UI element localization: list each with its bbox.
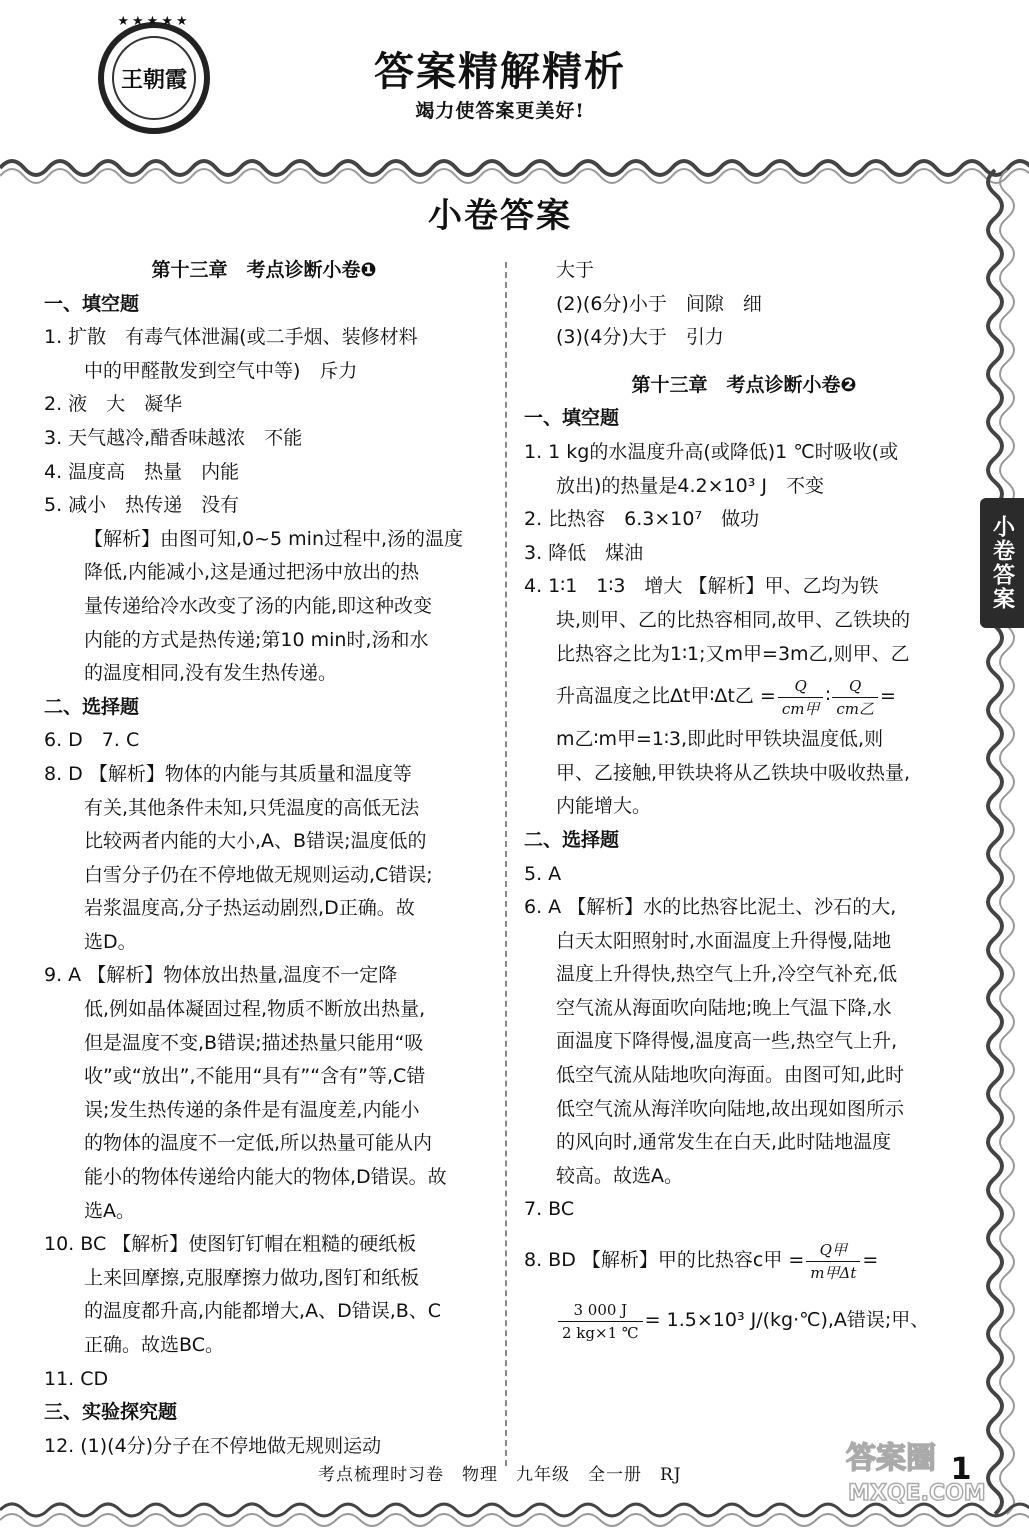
answer-line: 2. 液 大 凝华: [44, 393, 183, 416]
formula-specific-heat: 8. BD 【解析】甲的比热容c甲 = $\frac{\text{Q甲}}{\text{m甲Δt}}$ =: [524, 1240, 879, 1282]
answer-line: 的温度相同,没有发生热传递。: [84, 662, 338, 685]
section-heading: 二、选择题: [44, 695, 140, 718]
answer-line: 6. D 7. C: [44, 729, 140, 752]
section-heading: 一、填空题: [524, 407, 620, 430]
answer-line: 选A。: [84, 1199, 135, 1222]
answer-line: 的风向时,通常发生在白天,此时陆地温度: [556, 1131, 892, 1154]
fraction-q-over-m-dt: $\frac{\text{Q甲}}{\text{m甲Δt}}$: [806, 1239, 860, 1284]
answer-line: 量传递给冷水改变了汤的内能,即这种改变: [84, 594, 433, 617]
answer-line: 的物体的温度不一定低,所以热量可能从内: [84, 1132, 433, 1155]
logo-text: 王朝霞: [112, 36, 196, 120]
watermark-logo: [842, 1432, 986, 1508]
right-continued-lines: [524, 254, 964, 355]
fraction-3000j: $\frac{3 000 J}{2 kg\times 1 ℃}$: [558, 1299, 643, 1344]
chapter-heading: 第十三章 考点诊断小卷❶: [151, 259, 377, 281]
answer-line: 甲、乙接触,甲铁块将从乙铁块中吸收热量,: [556, 761, 911, 784]
section-heading: 一、填空题: [44, 292, 140, 315]
answer-line: 放出)的热量是4.2×10³ J 不变: [556, 474, 824, 497]
answer-line: 内能增大。: [556, 795, 652, 818]
answer-line: 比较两者内能的大小,A、B错误;温度低的: [84, 830, 427, 853]
answer-line: 6. A 【解析】水的比热容比泥土、沙石的大,: [524, 896, 897, 919]
answer-line: 大于: [556, 259, 595, 281]
publisher-logo: [98, 14, 210, 134]
answer-line: (2)(6分)小于 间隙 细: [556, 292, 762, 315]
answer-line: 10. BC 【解析】使图钉钉帽在粗糙的硬纸板: [44, 1233, 417, 1256]
answer-line: 比热容之比为1∶1;又m甲=3m乙,则甲、乙: [556, 642, 910, 665]
right-answer-lines-b: [524, 723, 964, 1227]
answer-line: 能小的物体传递给内能大的物体,D错误。故: [84, 1166, 447, 1189]
answer-line: 低,例如晶体凝固过程,物质不断放出热量,: [84, 998, 426, 1021]
svg-text:MXQE.COM: MXQE.COM: [848, 1481, 986, 1506]
answer-line: 1. 1 kg的水温度升高(或降低)1 ℃时吸收(或: [524, 440, 899, 463]
answer-line: 7. BC: [524, 1198, 575, 1221]
answer-line: 低空气流从海洋吹向陆地,故出现如图所示: [556, 1097, 905, 1120]
answer-line: 但是温度不变,B错误;描述热量只能用“吸: [84, 1031, 424, 1054]
answer-line: 较高。故选A。: [556, 1164, 683, 1187]
page-number: 1: [950, 1452, 972, 1487]
left-column: [44, 254, 484, 1463]
answer-line: 面温度下降得慢,温度高一些,热空气上升,: [556, 1030, 898, 1053]
answer-line: 中的甲醛散发到空气中等) 斥力: [84, 359, 358, 382]
answer-line: 3. 降低 煤油: [524, 541, 644, 564]
right-column: [524, 254, 964, 1347]
page-title: 答案精解精析: [374, 49, 626, 95]
answer-line: 空气流从海面吹向陆地;晚上气温下降,水: [556, 996, 892, 1019]
answer-line: 白天太阳照射时,水面温度上升得慢,陆地: [556, 929, 892, 952]
chapter-heading-2: 第十三章 考点诊断小卷❷: [631, 373, 857, 396]
answer-line: 2. 比热容 6.3×10⁷ 做功: [524, 508, 760, 531]
answer-line: 上来回摩擦,克服摩擦力做功,图钉和纸板: [84, 1266, 420, 1289]
answer-line: 块,则甲、乙的比热容相同,故甲、乙铁块的: [556, 608, 911, 631]
column-divider: [505, 262, 507, 1466]
side-tab-label: 小卷答案: [980, 498, 1024, 628]
section-heading: 三、实验探究题: [44, 1401, 178, 1424]
answer-line: 正确。故选BC。: [84, 1334, 224, 1356]
left-answer-lines: [44, 288, 484, 1464]
answer-line: 低空气流从陆地吹向海面。由图可知,此时: [556, 1064, 905, 1087]
answer-line: 11. CD: [44, 1367, 109, 1390]
answer-line: 1. 扩散 有毒气体泄漏(或二手烟、装修材料: [44, 326, 418, 349]
formula-specific-heat-value: $\frac{3 000 J}{2 kg\times 1 ℃}$ = 1.5×10³ J/(kg·℃),A错误;甲、: [524, 1295, 964, 1347]
answer-line: 8. D 【解析】物体的内能与其质量和温度等: [44, 762, 412, 785]
answer-line: 3. 天气越冷,醋香味越浓 不能: [44, 426, 303, 449]
right-answer-lines-a: [524, 402, 964, 671]
top-wave-border: [0, 150, 1029, 186]
answer-line: 4. 1∶1 1∶3 增大 【解析】甲、乙均为铁: [524, 575, 879, 598]
answer-line: 12. (1)(4分)分子在不停地做无规则运动: [44, 1434, 382, 1457]
answer-line: 【解析】由图可知,0~5 min过程中,汤的温度: [84, 527, 464, 550]
formula-temperature-ratio: 升高温度之比Δt甲∶Δt乙 = $\frac{Q}{\text{cm甲}}$ ∶ $\frac{Q}{\text{cm乙}}$ =: [556, 676, 896, 718]
answer-line: 5. 减小 热传递 没有: [44, 494, 240, 517]
answer-line: 白雪分子仍在不停地做无规则运动,C错误;: [84, 863, 433, 886]
answer-line: 误;发生热传递的条件是有温度差,内能小: [84, 1098, 420, 1121]
answer-line: 选D。: [84, 930, 137, 953]
answer-line: 温度上升得快,热空气上升,冷空气补充,低: [556, 963, 898, 986]
answer-line: 岩浆温度高,分子热运动剧烈,D正确。故: [84, 897, 415, 920]
section-heading: 二、选择题: [524, 828, 620, 851]
svg-text:答案圈: 答案圈: [846, 1441, 936, 1476]
answer-line: 4. 温度高 热量 内能: [44, 460, 240, 483]
fraction-q-cm-jia: $\frac{Q}{\text{cm甲}}$: [778, 675, 824, 720]
answer-line: 收”或“放出”,不能用“具有”“含有”等,C错: [84, 1065, 426, 1088]
answer-line: 的温度都升高,内能都增大,A、D错误,B、C: [84, 1300, 442, 1323]
answer-line: (3)(4分)大于 引力: [556, 326, 724, 349]
answer-line: 内能的方式是热传递;第10 min时,汤和水: [84, 628, 429, 651]
page-subtitle: 竭力使答案更美好!: [415, 100, 585, 122]
answer-line: 9. A 【解析】物体放出热量,温度不一定降: [44, 964, 398, 987]
answer-line: m乙∶m甲=1∶3,即此时甲铁块温度低,则: [556, 728, 884, 751]
section-title: 小卷答案: [428, 196, 572, 236]
footer-book-info: 考点梳理时习卷 物理 九年级 全一册 RJ: [318, 1465, 682, 1485]
answer-line: 5. A: [524, 862, 562, 885]
right-wave-border: [955, 170, 1029, 1510]
fraction-q-cm-yi: $\frac{Q}{\text{cm乙}}$: [832, 675, 878, 720]
answer-line: 降低,内能减小,这是通过把汤中放出的热: [84, 561, 420, 584]
logo-stars-decoration: ★★★★★: [117, 14, 191, 29]
answer-line: 有关,其他条件未知,只凭温度的高低无法: [84, 796, 420, 819]
